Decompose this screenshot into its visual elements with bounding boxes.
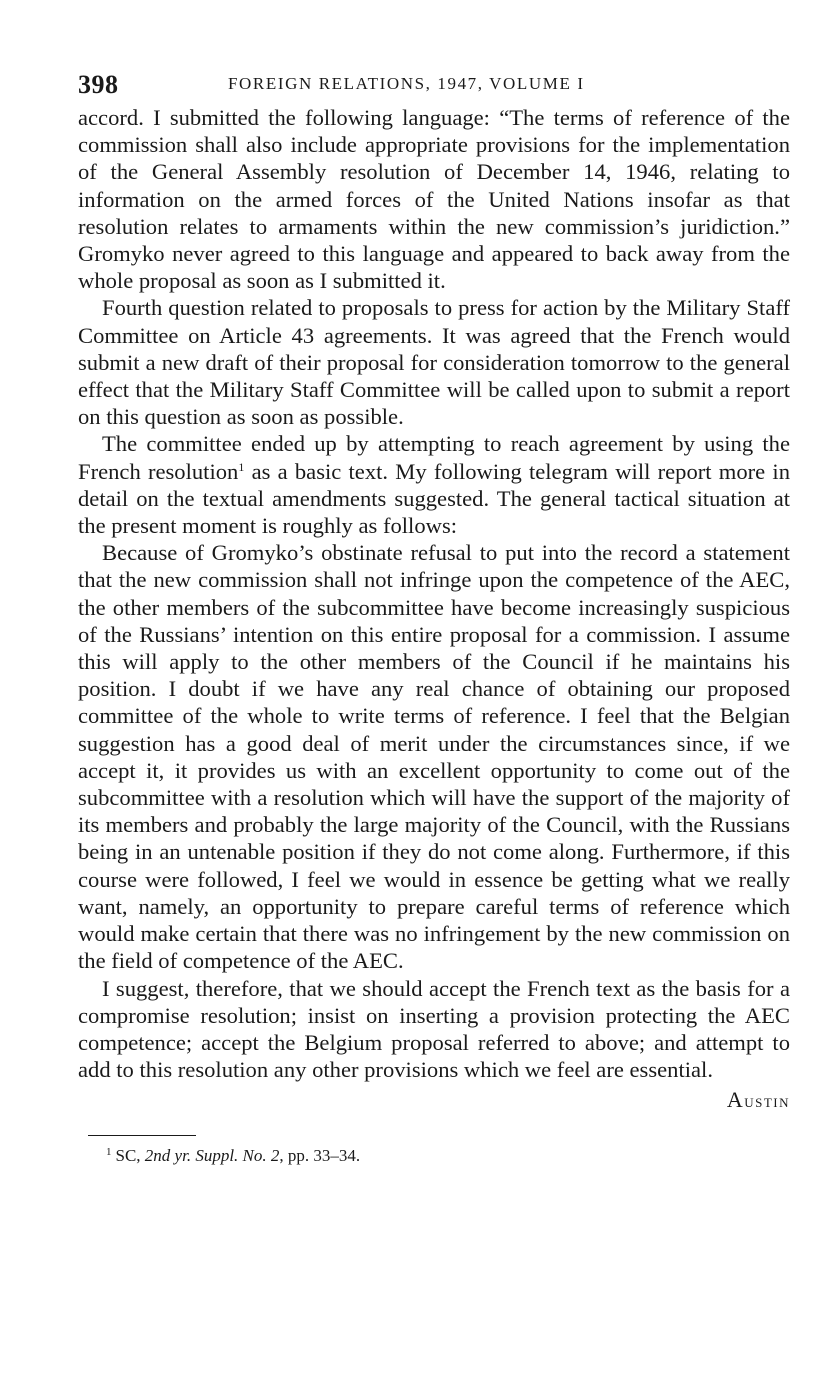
footnote-suffix: , pp. 33–34. (279, 1146, 361, 1166)
signature-rest: ustin (744, 1091, 790, 1112)
paragraph-3 (78, 430, 790, 539)
signature (78, 1087, 790, 1113)
signature-initial: A (726, 1087, 745, 1113)
paragraph-1: accord. I submitted the following language: “The terms of reference of the commission shall also include appropriate provisions for the implementation of the General Assembly resolution of December 14, 1946, relating to information on the armed forces of the United Nations insofar as that resolution relates to armaments within the new commission’s juridiction.” Gromyko never agreed to this language and appeared to back away from the whole proposal as soon as I submitted it. (78, 105, 790, 294)
footnote (106, 1146, 790, 1166)
footnote-italic-citation: 2nd yr. Suppl. No. 2 (144, 1146, 280, 1166)
footnote-mark: 1 (106, 1146, 112, 1159)
body-text (78, 104, 790, 1083)
page-number: 398 (78, 70, 119, 99)
paragraph-2: Fourth question related to proposals to press for action by the Military Staff Committee on Article 43 agreements. It was agreed that the French would submit a new draft of their proposal for consideration tomorrow to the general effect that the Military Staff Committee will be called upon to submit a report on this question as soon as possible. (78, 295, 790, 430)
paragraph-3-text-b: as a basic text. My following telegram will report more in detail on the textual amendments suggested. The general tactical situation at the present moment is roughly as follows: (78, 458, 790, 539)
running-header (78, 64, 790, 104)
footnote-prefix: SC, (115, 1146, 145, 1166)
paragraph-3-text-a: The committee ended up by attempting to reach agreement by using the French resolution (78, 431, 790, 484)
footnote-reference-mark: 1 (238, 459, 245, 474)
running-title: FOREIGN RELATIONS, 1947, VOLUME I (228, 74, 585, 93)
paragraph-5: I suggest, therefore, that we should accept the French text as the basis for a compromise resolution; insist on inserting a provision protecting the AEC competence; accept the Belgium proposal referred to above; and attempt to add to this resolution any other provisions which we feel are essential. (78, 975, 790, 1083)
paragraph-4: Because of Gromyko’s obstinate refusal to put into the record a statement that the new commission shall not infringe upon the competence of the AEC, the other members of the subcommittee have become increasingly suspicious of the Russians’ intention on this entire proposal for a commission. I assume this will apply to the other members of the Council if he maintains his position. I doubt if we have any real chance of obtaining our proposed committee of the whole to write terms of reference. I feel that the Belgian suggestion has a good deal of merit under the circumstances since, if we accept it, it provides us with an excellent opportunity to come out of the subcommittee with a resolution which will have the support of the majority of its members and probably the large majority of the Council, with the Russians being in an untenable position if they do not come along. Furthermore, if this course were followed, I feel we would in essence be getting what we really want, namely, an opportunity to prepare careful terms of reference which would make certain that there was no infringement by the new commission on the field of competence of the AEC. (78, 540, 790, 974)
document-page (78, 64, 790, 1166)
footnote-divider (88, 1135, 196, 1136)
